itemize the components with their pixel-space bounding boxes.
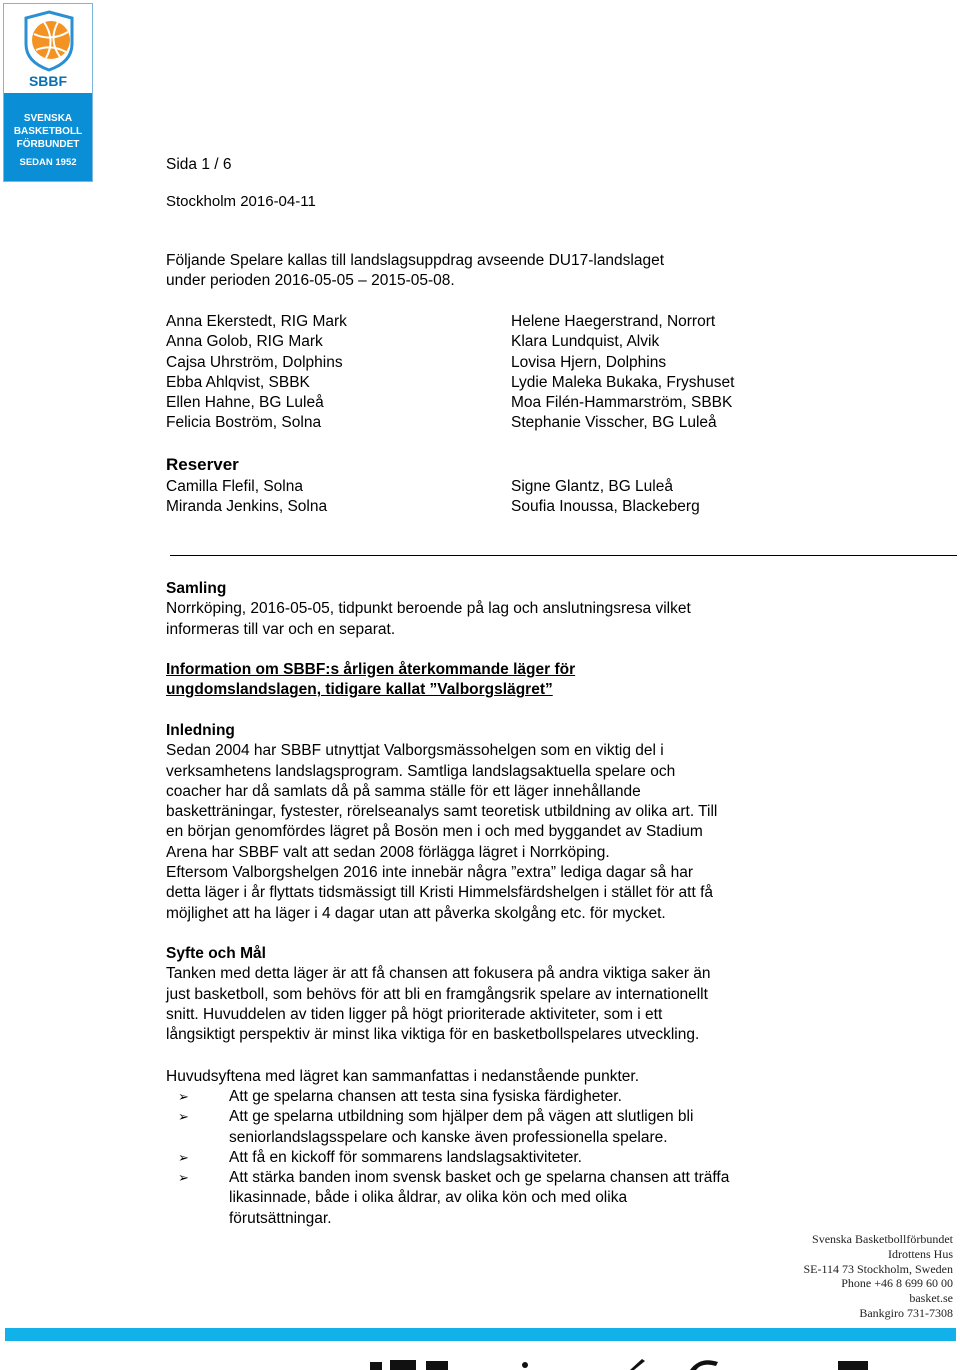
reserves-heading: Reserver — [166, 455, 239, 474]
players-left-column — [166, 312, 347, 434]
player-entry: Ebba Ahlqvist, SBBK — [166, 373, 310, 391]
footer-org: Svenska Basketbollförbundet — [812, 1232, 953, 1246]
player-entry: Lydie Maleka Bukaka, Fryshuset — [511, 373, 735, 391]
footer-web[interactable]: basket.se — [909, 1291, 953, 1306]
logo-emblem-area — [4, 4, 92, 94]
partial-sponsor-logos — [360, 1356, 880, 1370]
goal-item: ➢ Att stärka banden inom svensk basket och ge spelarna chansen att träffa likasinnade, både i olika åldrar, av olika kön och med olika förutsättningar. — [178, 1169, 730, 1227]
player-entry: Moa Filén-Hammarström, SBBK — [511, 394, 733, 412]
logo-since: SEDAN 1952 — [19, 157, 77, 168]
footer-building: Idrottens Hus — [888, 1246, 953, 1261]
player-entry: Klara Lundquist, Alvik — [511, 333, 660, 351]
reserve-entry: Camilla Flefil, Solna — [166, 478, 303, 495]
player-entry: Cajsa Uhrström, Dolphins — [166, 353, 343, 371]
goal-item: ➢ Att ge spelarna utbildning som hjälper dem på vägen att slutligen bli seniorlandslagsspelare och kanske även professionella spelare. — [178, 1108, 694, 1146]
footer-phone: Phone +46 8 699 60 00 — [841, 1276, 953, 1291]
logo-name: SVENSKA BASKETBOLL FÖRBUNDET — [13, 113, 83, 150]
player-entry: Stephanie Visscher, BG Luleå — [511, 414, 717, 432]
player-entry: Ellen Hahne, BG Luleå — [166, 394, 324, 412]
samling-heading: Samling — [166, 580, 227, 597]
arrow-bullet-icon: ➢ — [178, 1109, 189, 1125]
intro-text: Följande Spelare kallas till landslagsuppdrag avseende DU17-landslaget under perioden 2016-05-05 – 2015-05-08. — [166, 252, 665, 290]
reserve-entry: Signe Glantz, BG Luleå — [511, 478, 673, 495]
player-entry: Anna Ekerstedt, RIG Mark — [166, 313, 347, 330]
logo-abbr: SBBF — [28, 73, 68, 89]
reserves-right-column — [511, 477, 700, 518]
horizontal-divider — [170, 555, 957, 556]
goal-item: ➢ Att ge spelarna chansen att testa sina fysiska färdigheter. — [166, 1087, 729, 1107]
arrow-bullet-icon: ➢ — [178, 1149, 189, 1165]
player-entry: Anna Golob, RIG Mark — [166, 333, 323, 351]
syfte-heading: Syfte och Mål — [166, 945, 266, 962]
footer-color-bar — [5, 1328, 956, 1341]
inledning-section: Inledning Sedan 2004 har SBBF utnyttjat Valborgsmässohelgen som en viktig del i verksamhetens landslagsprogram. Samtliga landslagsaktuella spelare och coacher har då samlats då på samma ställe för ett läger innehållande basketträningar, fystester, rörelseanalys samt teoretisk utbildning av olika art. Till en början genomfördes lägret på Bosön men i och med byggandet av Stadium Arena har SBBF valt att sedan 2008 förlägga lägret i Norrköping. Eftersom Valborgshelgen 2016 inte innebär några ”extra” lediga dagar så har detta läger i år flyttats tidsmässigt till Kristi Himmelsfärdshelgen i stället för att få möjlighet att ha läger i 4 dagar utan att påverka skolgång etc. för mycket. — [166, 722, 718, 922]
reserves-left-column — [166, 477, 327, 518]
arrow-bullet-icon: ➢ — [178, 1170, 189, 1186]
footer-street: SE-114 73 Stockholm, Sweden — [803, 1261, 953, 1276]
goals-list — [166, 1087, 729, 1229]
samling-section: Samling Norrköping, 2016-05-05, tidpunkt beroende på lag och anslutningsresa vilket informeras till var och en separat. — [166, 580, 691, 638]
goal-item: ➢ Att få en kickoff för sommarens landslagsaktiviteter. — [166, 1148, 729, 1168]
player-entry: Helene Haegerstrand, Norrort — [511, 313, 716, 330]
sbbf-logo — [3, 3, 93, 182]
page-number: Sida 1 / 6 — [166, 156, 232, 173]
player-entry: Felicia Boström, Solna — [166, 414, 322, 432]
footer-address — [803, 1232, 953, 1321]
reserve-entry: Miranda Jenkins, Solna — [166, 498, 328, 516]
player-entry: Lovisa Hjern, Dolphins — [511, 353, 667, 371]
info-heading: Information om SBBF:s årligen återkommande läger för ungdomslandslagen, tidigare kallat ”Valborgslägret” — [166, 661, 576, 699]
place-date: Stockholm 2016-04-11 — [166, 193, 316, 210]
syfte-summary: Huvudsyftena med lägret kan sammanfattas i nedanstående punkter. — [166, 1068, 640, 1085]
basketball-icon — [22, 10, 76, 72]
footer-bankgiro: Bankgiro 731-7308 — [859, 1305, 953, 1320]
players-right-column — [511, 312, 734, 434]
inledning-heading: Inledning — [166, 722, 235, 739]
syfte-section: Syfte och Mål Tanken med detta läger är att få chansen att fokusera på andra viktiga saker än just basketboll, som behövs för att bli en framgångsrik spelare av internationellt snitt. Huvuddelen av tiden ligger på högt prioriterade aktiviteter, som i ett långsiktigt perspektiv är minst lika viktiga för en basketbollspelares utveckling. — [166, 945, 711, 1044]
footer-cut-off-graphics — [360, 1356, 880, 1370]
reserve-entry: Soufia Inoussa, Blackeberg — [511, 498, 700, 516]
arrow-bullet-icon: ➢ — [178, 1089, 189, 1104]
